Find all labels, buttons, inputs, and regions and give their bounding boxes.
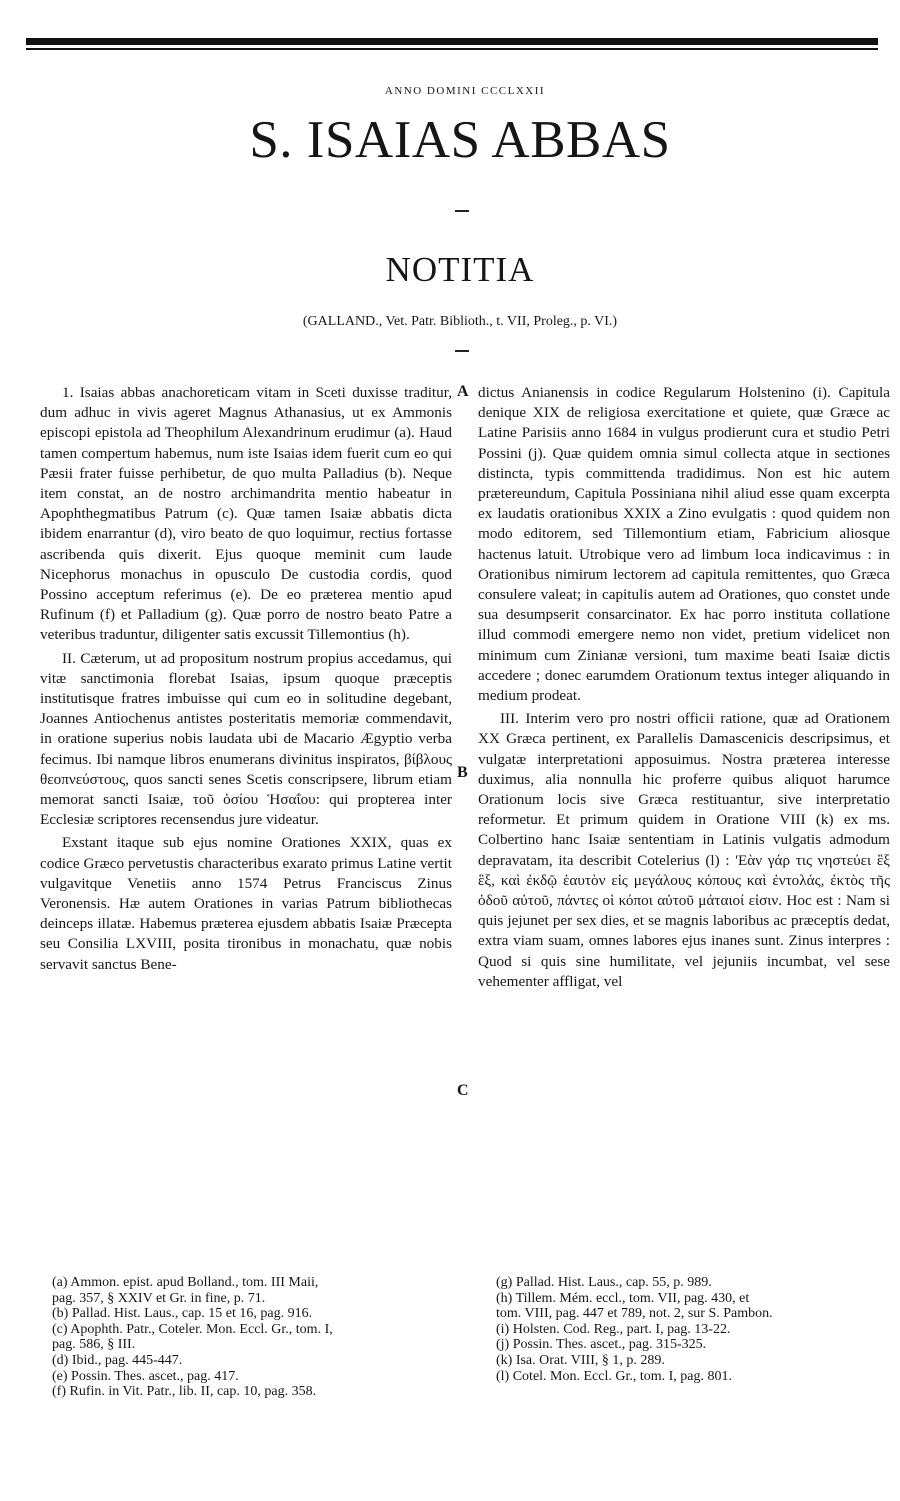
section-title: NOTITIA: [385, 250, 535, 289]
title-dash: [455, 210, 469, 212]
footnote-line: (f) Rufin. in Vit. Patr., lib. II, cap. 10, pag. 358.: [52, 1384, 317, 1400]
paragraph-5: III. Interim vero pro nostri officii ratione, quæ ad Orationem XX Græca pertinent, ex Parallelis Damascenicis descripsimus, et vulgatæ interpretationi apposuimus. Nostra præterea interesse duximus, alia nonnulla hic proferre quibus aliquot harumce Orationum locis sive Græca restituantur, sive interpretatio reformetur. Et primum quidem in Oratione VIII (k) ex ms. Colbertino hanc Isaiæ sententiam in Latinis vulgatis admodum depravatam, ita describit Cotelerius (l) : 'Εὰν γάρ τις νηστεύει ἓξ ἓξ, καὶ ἐκδῷ ἑαυτὸν εἰς μεγάλους κόπους καὶ ἐντολάς, ἐκτὸς τῆς ὁδοῦ αὐτοῦ, πάντες οἱ κόποι αὐτοῦ μάταιοί εἰσιν. Hoc est : Nam si quis jejunet per sex dies, et se magnis laboribus ac præceptis dedat, extra viam suam, omnes labores ejus inanes sunt. Zinus interpres : Quod si quis sine humilitate, vel jejuniis incumbat, vel sese vehementer affligat, vel: [478, 710, 890, 990]
margin-marker-a: A: [457, 383, 469, 400]
right-column: [478, 383, 890, 992]
footnote-line: (h) Tillem. Mém. eccl., tom. VII, pag. 430, et: [496, 1290, 750, 1306]
left-column: [40, 383, 452, 975]
paragraph-2: II. Cæterum, ut ad propositum nostrum propius accedamus, qui vitæ sanctimonia florebat Isaias, ipsum quoque præceptis institutisque fratres imbuisse qui cum eo in solitudine degebant, Joannes Antiochenus antistes posteritatis memoriæ commendavit, in oratione superius nobis laudata ubi de Macario Ægyptio verba fecimus. Ibi namque libros enumerans divinitus inspiratos, βίβλους θεοπνεύστους, quos sancti senes Scetis conscripsere, librum etiam memorat sancti Isaiæ, τοῦ ὁσίου Ἡσαΐου: qui propterea inter Ecclesiæ scriptores recensendus jure videatur.: [40, 649, 452, 829]
footnote-line: (i) Holsten. Cod. Reg., part. I, pag. 13-22.: [496, 1321, 731, 1337]
paragraph-3: Exstant itaque sub ejus nomine Orationes XXIX, quas ex codice Græco pervetustis characteribus exarato primus Latine vertit vulgavitque Venetiis anno 1574 Petrus Franciscus Zinus Veronensis. Hæ autem Orationes in varias Patrum bibliothecas deinceps illatæ. Habemus præterea ejusdem abbatis Isaiæ Præcepta seu Consilia LXVIII, posita tironibus in monachatu, quæ nobis servavit sanctus Bene-: [40, 834, 452, 973]
running-title: ANNO DOMINI CCCLXXII: [384, 85, 546, 97]
footnote-line: (j) Possin. Thes. ascet., pag. 315-325.: [496, 1337, 707, 1353]
footnote-line: (c) Apophth. Patr., Coteler. Mon. Eccl. Gr., tom. I,: [52, 1321, 333, 1337]
paragraph-4: dictus Anianensis in codice Regularum Holstenino (i). Capitula denique XIX de religiosa exercitatione et quiete, quæ Græce ac Latine Parisiis anno 1684 in vulgus prodierunt cura et studio Petri Possini (j). Quæ quidem omnia simul collecta atque in sectiones distincta, typis committenda tradidimus. Non est hic autem prætereundum, Capitula Possiniana nihil aliud esse quam excerpta ex laudatis orationibus XXIX a Zino evulgatis : quod quidem non modo editorem, sed Tillemontium etiam, Fabricium aliosque hactenus latuit. Utrobique vero ad limbum loca indicavimus : in Orationibus nimirum lectorem ad capitula remittentes, quo Græca consulere valeat; in capitulis autem ad Orationes, quo constet unde sua desumpserit consarcinator. Ex hac porro instituta collatione illud commodi emergere nemo non videt, pretium videlicet non minimum cum Zinianæ versioni, tum maxime beati Isaiæ dictis accedere ; donec earumdem Orationum textus integer aliquando in medium prodeat.: [478, 384, 890, 705]
source-note: (GALLAND., Vet. Patr. Biblioth., t. VII, Proleg., p. VI.): [302, 314, 618, 329]
footnote-line: (k) Isa. Orat. VIII, § 1, p. 289.: [496, 1352, 665, 1368]
top-thin-rule: [26, 48, 878, 50]
margin-marker-b: B: [457, 764, 468, 781]
footnote-line: (b) Pallad. Hist. Laus., cap. 15 et 16, pag. 916.: [52, 1306, 313, 1322]
top-thick-rule: [26, 38, 878, 45]
footnotes-left: [52, 1275, 452, 1400]
footnote-line: (d) Ibid., pag. 445-447.: [52, 1352, 183, 1368]
footnote-line: pag. 586, § III.: [52, 1337, 136, 1353]
footnote-line: (g) Pallad. Hist. Laus., cap. 55, p. 989.: [496, 1275, 712, 1290]
footnote-line: tom. VIII, pag. 447 et 789, not. 2, sur S. Pambon.: [496, 1306, 773, 1322]
section-dash: [455, 350, 469, 352]
footnotes-right: [496, 1275, 896, 1384]
paragraph-1: 1. Isaias abbas anachoreticam vitam in Sceti duxisse traditur, dum adhuc in vivis ageret Magnus Athanasius, ut ex Ammonis episcopi epistola ad Theophilum Alexandrinum erudimur (a). Haud tamen compertum habemus, num iste Isaias idem fuerit cum eo qui Pæsii frater fuisse perhibetur, de quo multa Palladius (b). Neque item constat, an de nostro archimandrita mentio habeatur in Apophthegmatibus Patrum (c). Quæ tamen Isaiæ abbatis dicta ibidem enarrantur (d), viro beato de quo loquimur, rectius fortasse ascribenda quis dixerit. Ejus quoque meminit cum laude Nicephorus monachus in opusculo De custodia cordis, quod Possino acceptum referimus (e). De eo præterea mentio apud Rufinum (f) et Palladium (g). Quæ porro de nostro beato Patre a veteribus traduntur, diligenter satis excussit Tillemontius (h).: [40, 384, 452, 644]
footnote-line: pag. 357, § XXIV et Gr. in fine, p. 71.: [52, 1290, 266, 1306]
margin-marker-c: C: [457, 1082, 469, 1099]
footnote-line: (e) Possin. Thes. ascet., pag. 417.: [52, 1368, 239, 1384]
footnote-line: (l) Cotel. Mon. Eccl. Gr., tom. I, pag. 801.: [496, 1368, 733, 1384]
footnote-line: (a) Ammon. epist. apud Bolland., tom. III Maii,: [52, 1275, 319, 1290]
page-title: S. ISAIAS ABBAS: [249, 111, 671, 169]
